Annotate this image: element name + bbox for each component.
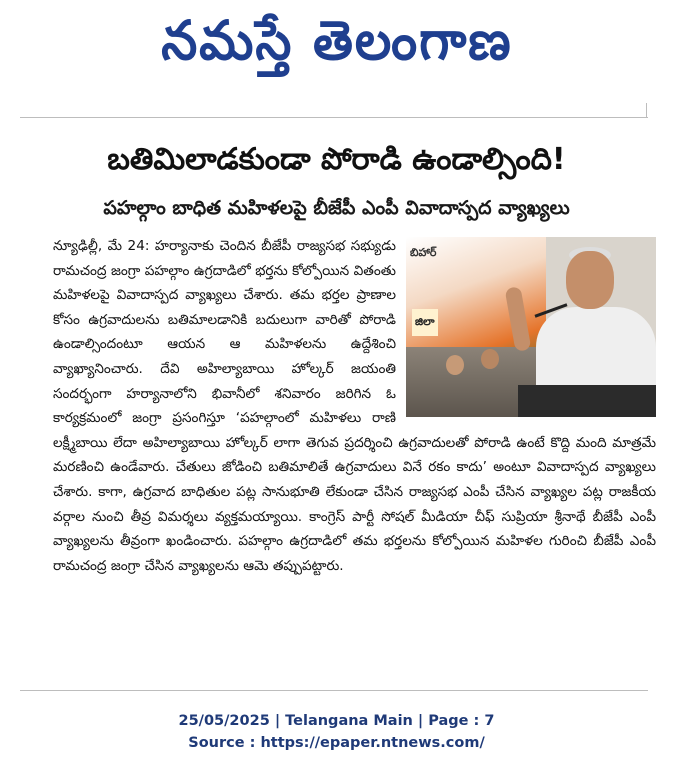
photo-person [446, 355, 464, 375]
masthead [0, 0, 673, 100]
article-photo [406, 237, 656, 417]
photo-banner-text-top: బిహార్ [410, 246, 437, 259]
page-footer [0, 710, 673, 754]
photo-banner-text-middle: జిలా [412, 309, 438, 336]
article-headline: బతిమిలాడకుండా పోరాడి ఉండాల్సింది! [107, 142, 566, 177]
newspaper-logo: నమస్తే తెలంగాణ [160, 9, 513, 72]
article-body-text: న్యూఢిల్లీ, మే 24: హర్యానాకు చెందిన బీజేపీ రాజ్యసభ సభ్యుడు రామచంద్ర జంగ్రా పహల్గాం ఉగ్రదాడిలో భర్తను కోల్పోయిన వితంతు మహిళలపై వివాదాస్పద వ్యాఖ్యలు చేశారు. తమ భర్తల ప్రాణాల కోసం ఉగ్రవాదులను బతిమాలడానికి బదులుగా వారితో పోరాడి ఉండాల్సిందంటూ ఆయన ఆ మహిళలను ఉద్దేశించి వ్యాఖ్యానించారు. దేవి అహిల్యాబాయి హోల్కర్ జయంతి సందర్భంగా హర్యానాలోని భివానీలో శనివారం జరిగిన ఓ కార్యక్రమంలో జంగ్రా ప్రసంగిస్తూ ‘పహల్గాంలో మహిళలు రాణి లక్ష్మీబాయి లేదా అహిల్యాబాయి హోల్కర్ లాగా తెగువ ప్రదర్శించి ఉగ్రవాదులతో పోరాడి ఉంటే కొద్ది మంది మాత్రమే మరణించి ఉండేవారు. చేతులు జోడించి బతిమాలితే ఉగ్రవాదులు వినే రకం కాదు’ అంటూ వివాదాస్పద వ్యాఖ్యలు చేశారు. కాగా, ఉగ్రవాద బాధితుల పట్ల సానుభూతి లేకుండా చేసిన రాజ్యసభ ఎంపీ చేసిన వ్యాఖ్యల పట్ల రాజకీయ వర్గాల నుంచి తీవ్ర విమర్శలు వ్యక్తమయ్యాయి. కాంగ్రెస్ పార్టీ సోషల్ మీడియా చీఫ్ సుప్రియా శ్రీనాథే బీజేపీ ఎంపీ వ్యాఖ్యలను తీవ్రంగా ఖండించారు. పహల్గాం ఉగ్రదాడిలో తమ భర్తలను కోల్పోయిన మహిళల గురించి బీజేపీ ఎంపీ రామచంద్ర జంగ్రా చేసిన వ్యాఖ్యలను ఆమె తప్పుపట్టారు. [53, 238, 656, 574]
footer-date-edition: 25/05/2025 | Telangana Main | Page : 7 [178, 713, 495, 729]
top-divider-tick [646, 103, 647, 118]
photo-person [481, 349, 499, 369]
photo-podium [518, 385, 656, 417]
footer-divider [20, 690, 648, 691]
footer-source: Source : https://epaper.ntnews.com/ [188, 735, 485, 751]
article-subheadline: పహల్గాం బాధిత మహిళలపై బీజేపీ ఎంపీ వివాదాస్పద వ్యాఖ్యలు [103, 197, 570, 219]
photo-speaker-head [566, 251, 614, 309]
article-body-block [53, 234, 656, 578]
top-divider [20, 117, 648, 118]
